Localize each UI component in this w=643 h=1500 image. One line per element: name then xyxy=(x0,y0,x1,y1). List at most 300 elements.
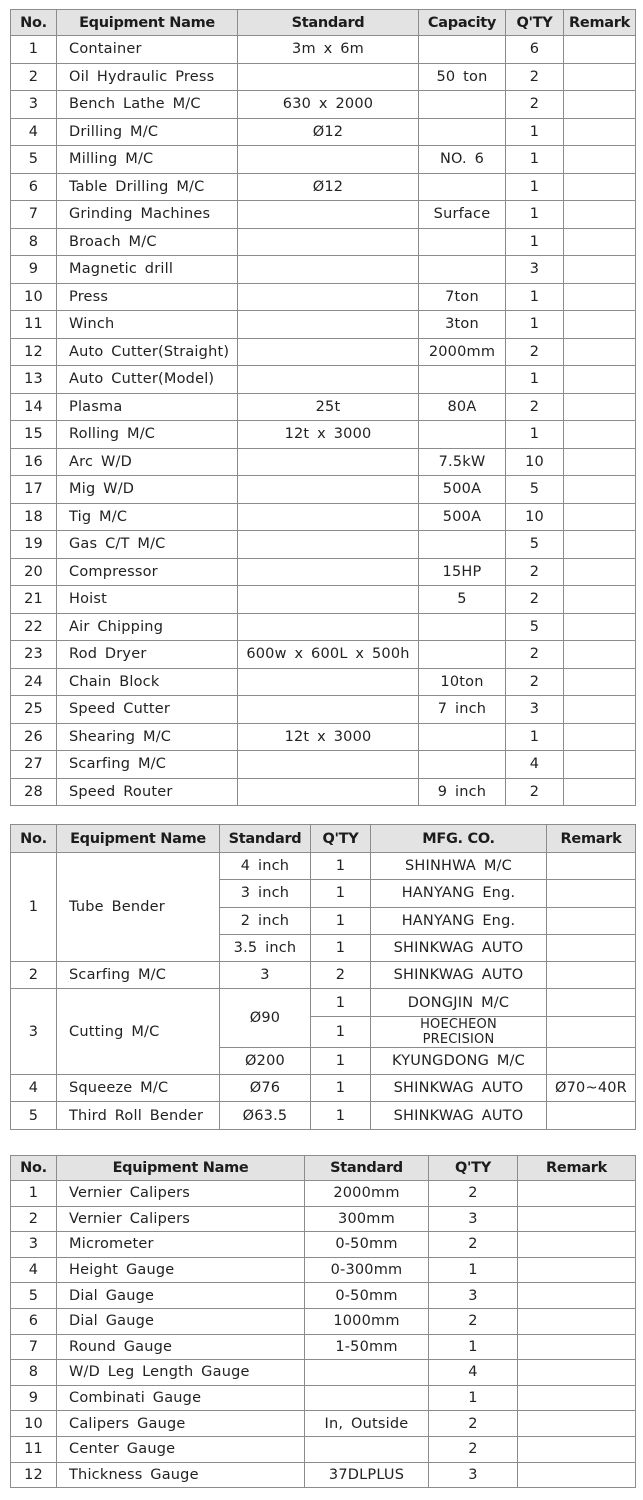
cell-standard: Ø12 xyxy=(238,118,419,146)
cell-remark xyxy=(564,668,636,696)
table-row xyxy=(11,118,636,146)
table-row xyxy=(11,201,636,229)
table-row xyxy=(11,393,636,421)
header-no: No. xyxy=(11,1156,57,1181)
cell-remark xyxy=(518,1462,636,1488)
cell-equipment-name: Table Drilling M/C xyxy=(57,173,238,201)
header-remark: Remark xyxy=(564,10,636,36)
cell-remark xyxy=(518,1411,636,1437)
cell-qty: 10 xyxy=(506,448,564,476)
cell-remark: Ø70~40R xyxy=(547,1075,636,1102)
cell-equipment-name: Auto Cutter(Model) xyxy=(57,366,238,394)
cell-qty: 4 xyxy=(506,751,564,779)
cell-standard xyxy=(305,1360,429,1386)
table-row xyxy=(11,962,636,989)
cell-qty: 2 xyxy=(429,1232,518,1258)
header-standard: Standard xyxy=(238,10,419,36)
table-row xyxy=(11,36,636,64)
cell-capacity xyxy=(419,723,506,751)
cell-no: 6 xyxy=(11,1308,57,1334)
cell-equipment-name: Chain Block xyxy=(57,668,238,696)
cell-qty: 3 xyxy=(506,256,564,284)
cell-equipment-name: Scarfing M/C xyxy=(57,962,220,989)
cell-qty: 3 xyxy=(429,1462,518,1488)
cell-standard xyxy=(238,201,419,229)
cell-remark xyxy=(518,1308,636,1334)
cell-equipment-name: Third Roll Bender xyxy=(57,1102,220,1129)
cell-no: 5 xyxy=(11,1283,57,1309)
cell-no: 23 xyxy=(11,641,57,669)
cell-no: 8 xyxy=(11,1360,57,1386)
cell-equipment-name: Speed Router xyxy=(57,778,238,806)
header-standard: Standard xyxy=(220,825,311,853)
cell-standard xyxy=(238,558,419,586)
cell-no: 4 xyxy=(11,118,57,146)
cell-standard xyxy=(238,448,419,476)
cell-qty: 1 xyxy=(506,311,564,339)
table-row xyxy=(11,146,636,174)
cell-qty: 2 xyxy=(429,1308,518,1334)
pipe-equipment-table xyxy=(10,824,636,1130)
cell-qty: 3 xyxy=(429,1283,518,1309)
table-row xyxy=(11,256,636,284)
cell-qty: 2 xyxy=(506,586,564,614)
cell-capacity xyxy=(419,751,506,779)
cell-remark xyxy=(547,880,636,907)
header-equipment-name: Equipment Name xyxy=(57,825,220,853)
pipe-equipment-table-body xyxy=(11,853,636,1130)
cell-no: 28 xyxy=(11,778,57,806)
cell-capacity xyxy=(419,421,506,449)
cell-mfg-co: SHINKWAG AUTO xyxy=(371,934,547,961)
cell-standard xyxy=(238,366,419,394)
cell-qty: 1 xyxy=(311,1016,371,1047)
header-remark: Remark xyxy=(547,825,636,853)
cell-remark xyxy=(564,613,636,641)
table-row xyxy=(11,228,636,256)
table-row xyxy=(11,1206,636,1232)
cell-no: 3 xyxy=(11,1232,57,1258)
table-row xyxy=(11,1385,636,1411)
cell-qty: 2 xyxy=(506,338,564,366)
cell-capacity: 2000mm xyxy=(419,338,506,366)
cell-equipment-name: Air Chipping xyxy=(57,613,238,641)
cell-equipment-name: Thickness Gauge xyxy=(57,1462,305,1488)
cell-standard: 630 x 2000 xyxy=(238,91,419,119)
cell-standard xyxy=(238,283,419,311)
cell-qty: 3 xyxy=(429,1206,518,1232)
cell-standard: 12t x 3000 xyxy=(238,421,419,449)
cell-no: 12 xyxy=(11,1462,57,1488)
cell-qty: 1 xyxy=(506,173,564,201)
cell-qty: 1 xyxy=(311,1075,371,1102)
cell-standard xyxy=(238,503,419,531)
cell-equipment-name: Mig W/D xyxy=(57,476,238,504)
cell-equipment-name: Dial Gauge xyxy=(57,1308,305,1334)
cell-capacity: 3ton xyxy=(419,311,506,339)
cell-qty: 2 xyxy=(506,558,564,586)
cell-remark xyxy=(564,283,636,311)
cell-qty: 2 xyxy=(506,668,564,696)
table-row xyxy=(11,91,636,119)
cell-no: 4 xyxy=(11,1075,57,1102)
cell-no: 7 xyxy=(11,1334,57,1360)
cell-standard xyxy=(238,311,419,339)
cell-mfg-co: HANYANG Eng. xyxy=(371,907,547,934)
header-equipment-name: Equipment Name xyxy=(57,10,238,36)
cell-capacity: 80A xyxy=(419,393,506,421)
table-row xyxy=(11,1283,636,1309)
cell-capacity: 7ton xyxy=(419,283,506,311)
cell-remark xyxy=(564,311,636,339)
measuring-tools-table-body xyxy=(11,1181,636,1488)
header-remark: Remark xyxy=(518,1156,636,1181)
cell-capacity: 10ton xyxy=(419,668,506,696)
cell-remark xyxy=(564,586,636,614)
cell-remark xyxy=(564,256,636,284)
cell-qty: 5 xyxy=(506,531,564,559)
cell-remark xyxy=(518,1436,636,1462)
header-qty: Q'TY xyxy=(506,10,564,36)
cell-qty: 2 xyxy=(429,1181,518,1207)
cell-capacity: 500A xyxy=(419,476,506,504)
cell-mfg-co: HANYANG Eng. xyxy=(371,880,547,907)
cell-no: 5 xyxy=(11,146,57,174)
cell-equipment-name: Press xyxy=(57,283,238,311)
cell-remark xyxy=(564,476,636,504)
cell-remark xyxy=(564,63,636,91)
cell-standard xyxy=(238,63,419,91)
cell-equipment-name: Plasma xyxy=(57,393,238,421)
cell-qty: 2 xyxy=(506,91,564,119)
cell-standard xyxy=(238,531,419,559)
cell-qty: 1 xyxy=(429,1334,518,1360)
header-qty: Q'TY xyxy=(429,1156,518,1181)
cell-equipment-name: Calipers Gauge xyxy=(57,1411,305,1437)
cell-no: 25 xyxy=(11,696,57,724)
cell-qty: 2 xyxy=(429,1411,518,1437)
cell-mfg-co: SHINHWA M/C xyxy=(371,853,547,880)
table-row xyxy=(11,1232,636,1258)
cell-capacity xyxy=(419,531,506,559)
cell-standard: In, Outside xyxy=(305,1411,429,1437)
cell-standard: 0-300mm xyxy=(305,1257,429,1283)
cell-standard: 0-50mm xyxy=(305,1283,429,1309)
table-row xyxy=(11,1257,636,1283)
cell-capacity xyxy=(419,36,506,64)
cell-no: 8 xyxy=(11,228,57,256)
cell-equipment-name: Cutting M/C xyxy=(57,989,220,1075)
cell-qty: 1 xyxy=(506,228,564,256)
cell-standard xyxy=(305,1385,429,1411)
cell-standard xyxy=(238,476,419,504)
cell-equipment-name: Squeeze M/C xyxy=(57,1075,220,1102)
cell-no: 27 xyxy=(11,751,57,779)
cell-standard: 600w x 600L x 500h xyxy=(238,641,419,669)
table-row xyxy=(11,751,636,779)
cell-qty: 1 xyxy=(506,283,564,311)
table-header-row xyxy=(11,825,636,853)
table-row xyxy=(11,696,636,724)
cell-mfg-co: HOECHEON PRECISION xyxy=(371,1016,547,1047)
cell-equipment-name: W/D Leg Length Gauge xyxy=(57,1360,305,1386)
cell-remark xyxy=(547,1102,636,1129)
cell-remark xyxy=(518,1360,636,1386)
cell-no: 17 xyxy=(11,476,57,504)
cell-remark xyxy=(564,338,636,366)
cell-no: 21 xyxy=(11,586,57,614)
cell-capacity xyxy=(419,613,506,641)
cell-standard: 37DLPLUS xyxy=(305,1462,429,1488)
cell-qty: 5 xyxy=(506,476,564,504)
cell-standard xyxy=(238,751,419,779)
cell-standard: Ø90 xyxy=(220,989,311,1047)
cell-remark xyxy=(564,36,636,64)
cell-qty: 2 xyxy=(506,393,564,421)
cell-capacity: 50 ton xyxy=(419,63,506,91)
header-capacity: Capacity xyxy=(419,10,506,36)
cell-standard xyxy=(238,586,419,614)
cell-qty: 1 xyxy=(506,366,564,394)
cell-equipment-name: Dial Gauge xyxy=(57,1283,305,1309)
cell-no: 5 xyxy=(11,1102,57,1129)
cell-remark xyxy=(547,989,636,1016)
cell-no: 10 xyxy=(11,1411,57,1437)
cell-no: 10 xyxy=(11,283,57,311)
cell-no: 2 xyxy=(11,962,57,989)
cell-capacity: 7 inch xyxy=(419,696,506,724)
cell-standard xyxy=(305,1436,429,1462)
cell-no: 1 xyxy=(11,853,57,962)
cell-remark xyxy=(564,228,636,256)
cell-mfg-co: SHINKWAG AUTO xyxy=(371,962,547,989)
cell-equipment-name: Scarfing M/C xyxy=(57,751,238,779)
table-row xyxy=(11,1308,636,1334)
cell-standard: Ø76 xyxy=(220,1075,311,1102)
header-no: No. xyxy=(11,10,57,36)
cell-equipment-name: Magnetic drill xyxy=(57,256,238,284)
cell-equipment-name: Height Gauge xyxy=(57,1257,305,1283)
cell-remark xyxy=(564,448,636,476)
table-row xyxy=(11,586,636,614)
cell-qty: 1 xyxy=(506,723,564,751)
cell-equipment-name: Rod Dryer xyxy=(57,641,238,669)
cell-standard: 3m x 6m xyxy=(238,36,419,64)
cell-standard: Ø63.5 xyxy=(220,1102,311,1129)
table-row xyxy=(11,311,636,339)
cell-equipment-name: Round Gauge xyxy=(57,1334,305,1360)
cell-no: 11 xyxy=(11,311,57,339)
cell-qty: 1 xyxy=(506,118,564,146)
table-row xyxy=(11,1436,636,1462)
cell-remark xyxy=(518,1206,636,1232)
cell-qty: 2 xyxy=(506,778,564,806)
table-row xyxy=(11,448,636,476)
table-row xyxy=(11,989,636,1016)
cell-qty: 1 xyxy=(311,907,371,934)
table-row xyxy=(11,723,636,751)
table-row xyxy=(11,531,636,559)
cell-no: 12 xyxy=(11,338,57,366)
cell-no: 2 xyxy=(11,1206,57,1232)
cell-mfg-co: DONGJIN M/C xyxy=(371,989,547,1016)
cell-remark xyxy=(564,146,636,174)
cell-standard xyxy=(238,778,419,806)
table-row xyxy=(11,503,636,531)
cell-remark xyxy=(564,503,636,531)
cell-standard: Ø12 xyxy=(238,173,419,201)
cell-no: 13 xyxy=(11,366,57,394)
table-row xyxy=(11,641,636,669)
cell-qty: 6 xyxy=(506,36,564,64)
table-row xyxy=(11,613,636,641)
header-qty: Q'TY xyxy=(311,825,371,853)
table-row xyxy=(11,558,636,586)
cell-standard xyxy=(238,228,419,256)
cell-equipment-name: Shearing M/C xyxy=(57,723,238,751)
cell-remark xyxy=(564,173,636,201)
cell-no: 1 xyxy=(11,36,57,64)
cell-no: 16 xyxy=(11,448,57,476)
cell-capacity: 5 xyxy=(419,586,506,614)
cell-qty: 10 xyxy=(506,503,564,531)
cell-capacity xyxy=(419,366,506,394)
cell-standard: 12t x 3000 xyxy=(238,723,419,751)
cell-remark xyxy=(564,421,636,449)
cell-equipment-name: Tube Bender xyxy=(57,853,220,962)
cell-equipment-name: Vernier Calipers xyxy=(57,1181,305,1207)
header-standard: Standard xyxy=(305,1156,429,1181)
table-row xyxy=(11,338,636,366)
cell-equipment-name: Gas C/T M/C xyxy=(57,531,238,559)
equipment-table-body xyxy=(11,36,636,806)
cell-no: 18 xyxy=(11,503,57,531)
cell-remark xyxy=(518,1334,636,1360)
cell-equipment-name: Micrometer xyxy=(57,1232,305,1258)
table-row xyxy=(11,1334,636,1360)
cell-qty: 2 xyxy=(506,63,564,91)
cell-no: 20 xyxy=(11,558,57,586)
cell-capacity: Surface xyxy=(419,201,506,229)
table-header-row xyxy=(11,1156,636,1181)
cell-equipment-name: Tig M/C xyxy=(57,503,238,531)
cell-standard: Ø200 xyxy=(220,1047,311,1074)
table-row xyxy=(11,1181,636,1207)
cell-standard: 2000mm xyxy=(305,1181,429,1207)
cell-equipment-name: Hoist xyxy=(57,586,238,614)
cell-remark xyxy=(547,853,636,880)
cell-capacity: 500A xyxy=(419,503,506,531)
table-row xyxy=(11,1102,636,1129)
cell-standard xyxy=(238,696,419,724)
cell-standard: 2 inch xyxy=(220,907,311,934)
cell-equipment-name: Winch xyxy=(57,311,238,339)
cell-qty: 2 xyxy=(429,1436,518,1462)
table-row xyxy=(11,173,636,201)
cell-no: 11 xyxy=(11,1436,57,1462)
cell-equipment-name: Combinati Gauge xyxy=(57,1385,305,1411)
cell-remark xyxy=(547,962,636,989)
cell-no: 7 xyxy=(11,201,57,229)
cell-qty: 1 xyxy=(311,934,371,961)
table-row xyxy=(11,476,636,504)
cell-capacity xyxy=(419,173,506,201)
cell-capacity: NO. 6 xyxy=(419,146,506,174)
cell-remark xyxy=(518,1283,636,1309)
cell-no: 9 xyxy=(11,256,57,284)
cell-standard xyxy=(238,256,419,284)
cell-remark xyxy=(518,1385,636,1411)
cell-standard xyxy=(238,338,419,366)
table-row xyxy=(11,853,636,880)
header-mfg-co: MFG. CO. xyxy=(371,825,547,853)
cell-qty: 2 xyxy=(311,962,371,989)
cell-remark xyxy=(564,723,636,751)
cell-qty: 1 xyxy=(506,146,564,174)
cell-equipment-name: Grinding Machines xyxy=(57,201,238,229)
cell-qty: 5 xyxy=(506,613,564,641)
cell-no: 15 xyxy=(11,421,57,449)
cell-equipment-name: Speed Cutter xyxy=(57,696,238,724)
cell-remark xyxy=(564,558,636,586)
cell-equipment-name: Container xyxy=(57,36,238,64)
cell-equipment-name: Bench Lathe M/C xyxy=(57,91,238,119)
cell-remark xyxy=(564,751,636,779)
cell-equipment-name: Compressor xyxy=(57,558,238,586)
cell-equipment-name: Broach M/C xyxy=(57,228,238,256)
table-header-row xyxy=(11,10,636,36)
cell-qty: 1 xyxy=(311,989,371,1016)
cell-capacity: 15HP xyxy=(419,558,506,586)
cell-remark xyxy=(564,393,636,421)
cell-qty: 1 xyxy=(311,853,371,880)
cell-qty: 4 xyxy=(429,1360,518,1386)
cell-remark xyxy=(564,366,636,394)
cell-mfg-co: KYUNGDONG M/C xyxy=(371,1047,547,1074)
cell-remark xyxy=(518,1232,636,1258)
cell-equipment-name: Auto Cutter(Straight) xyxy=(57,338,238,366)
cell-standard: 3 inch xyxy=(220,880,311,907)
cell-equipment-name: Arc W/D xyxy=(57,448,238,476)
cell-capacity xyxy=(419,641,506,669)
cell-no: 4 xyxy=(11,1257,57,1283)
cell-mfg-co: SHINKWAG AUTO xyxy=(371,1075,547,1102)
cell-no: 6 xyxy=(11,173,57,201)
cell-standard: 4 inch xyxy=(220,853,311,880)
cell-standard xyxy=(238,668,419,696)
cell-no: 26 xyxy=(11,723,57,751)
measuring-tools-table xyxy=(10,1155,636,1488)
cell-standard: 1-50mm xyxy=(305,1334,429,1360)
cell-capacity xyxy=(419,91,506,119)
cell-qty: 1 xyxy=(429,1257,518,1283)
cell-standard: 25t xyxy=(238,393,419,421)
cell-no: 2 xyxy=(11,63,57,91)
cell-equipment-name: Center Gauge xyxy=(57,1436,305,1462)
cell-remark xyxy=(564,641,636,669)
table-row xyxy=(11,778,636,806)
cell-standard: 0-50mm xyxy=(305,1232,429,1258)
cell-standard: 300mm xyxy=(305,1206,429,1232)
cell-capacity xyxy=(419,118,506,146)
cell-no: 9 xyxy=(11,1385,57,1411)
cell-equipment-name: Drilling M/C xyxy=(57,118,238,146)
cell-remark xyxy=(547,1047,636,1074)
cell-qty: 1 xyxy=(429,1385,518,1411)
table-row xyxy=(11,668,636,696)
cell-capacity: 9 inch xyxy=(419,778,506,806)
table-row xyxy=(11,63,636,91)
